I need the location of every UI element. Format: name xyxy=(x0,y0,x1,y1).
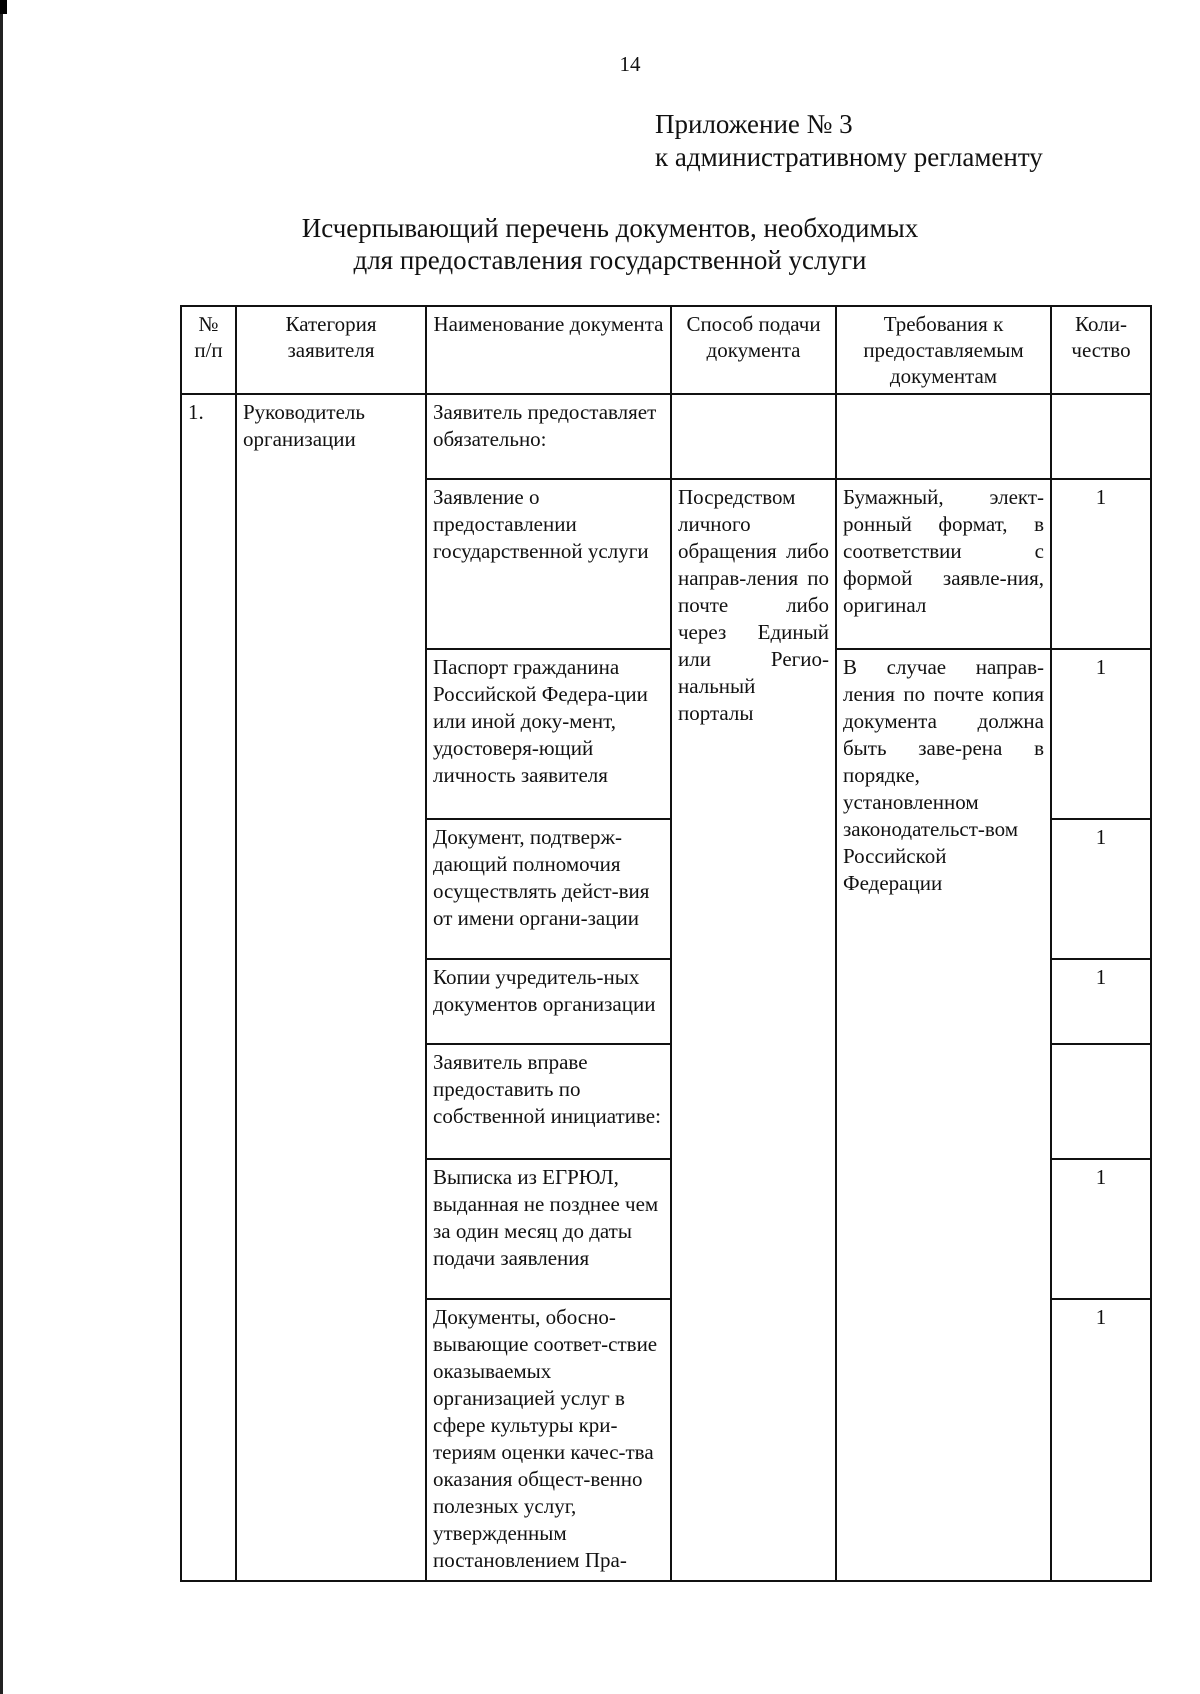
document-quantity: 1 xyxy=(1051,1299,1151,1581)
document-name: Паспорт гражданина Российской Федера-ции или иной доку-мент, удостоверя-ющий личность заявителя xyxy=(426,649,671,819)
document-title xyxy=(160,212,1060,276)
document-name: Копии учредитель-ных документов организации xyxy=(426,959,671,1044)
document-name: Заявление о предоставлении государственной услуги xyxy=(426,479,671,649)
requirement-text: В случае направ-ления по почте копия документа должна быть заве-рена в порядке, установленном законодательст-вом Российской Федерации xyxy=(836,649,1051,1581)
table-row xyxy=(181,394,1151,479)
document-name: Документы, обосно-вывающие соответ-ствие оказываемых организацией услуг в сфере культуры кри-териям оценки качес-тва оказания общест-венно полезных услуг, утвержденным постановлением Пра- xyxy=(426,1299,671,1581)
empty-cell xyxy=(671,394,836,479)
document-name: Документ, подтверж-дающий полномочия осуществлять дейст-вия от имени органи-зации xyxy=(426,819,671,959)
document-quantity: 1 xyxy=(1051,479,1151,649)
empty-cell xyxy=(1051,1044,1151,1159)
document-quantity: 1 xyxy=(1051,819,1151,959)
applicant-category: Руководитель организации xyxy=(236,394,426,1581)
header-num: № п/п xyxy=(181,306,236,394)
group-mandatory-label: Заявитель предоставляет обязательно: xyxy=(426,394,671,479)
header-method: Способ подачи документа xyxy=(671,306,836,394)
annex-reference: к административному регламенту xyxy=(655,142,1043,172)
empty-cell xyxy=(1051,394,1151,479)
page-number: 14 xyxy=(619,52,641,76)
header-quantity: Коли-чество xyxy=(1051,306,1151,394)
requirement-text: Бумажный, элект-ронный формат, в соответствии с формой заявле-ния, оригинал xyxy=(836,479,1051,649)
row-number: 1. xyxy=(181,394,236,1581)
empty-cell xyxy=(836,394,1051,479)
document-title-line-1: Исчерпывающий перечень документов, необходимых xyxy=(301,213,919,243)
group-optional-label: Заявитель вправе предоставить по собственной инициативе: xyxy=(426,1044,671,1159)
annex-heading xyxy=(655,108,1043,174)
document-title-line-2: для предоставления государственной услуги xyxy=(353,245,867,275)
documents-table xyxy=(180,305,1152,1582)
scan-corner-mark xyxy=(0,0,7,14)
submission-method: Посредством личного обращения либо направ-ления по почте либо через Единый или Регио-нальный порталы xyxy=(671,479,836,1581)
annex-number: Приложение № 3 xyxy=(655,109,853,139)
header-doc-name: Наименование документа xyxy=(426,306,671,394)
header-category: Категория заявителя xyxy=(236,306,426,394)
scan-edge-line xyxy=(0,0,3,1694)
document-name: Выписка из ЕГРЮЛ, выданная не позднее чем за один месяц до даты подачи заявления xyxy=(426,1159,671,1299)
document-quantity: 1 xyxy=(1051,1159,1151,1299)
document-quantity: 1 xyxy=(1051,649,1151,819)
table-header-row xyxy=(181,306,1151,394)
document-quantity: 1 xyxy=(1051,959,1151,1044)
header-requirements: Требования к предоставляемым документам xyxy=(836,306,1051,394)
